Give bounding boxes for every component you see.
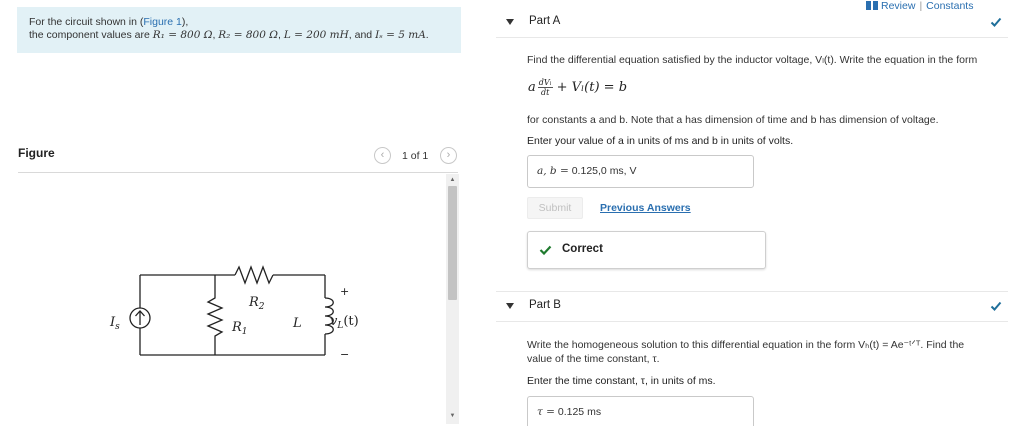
part-a-title: Part A — [529, 15, 561, 27]
minus-label: − — [340, 348, 350, 361]
submit-button[interactable]: Submit — [527, 197, 583, 219]
scroll-up-icon[interactable]: ▲ — [449, 177, 456, 183]
inductor-label: L — [293, 316, 302, 331]
problem-line-2: the component values are R₁ = 800 Ω, R₂ = 800 Ω, L = 200 mH, and Iₛ = 5 mA. — [29, 29, 429, 41]
answer-units: ms, V — [609, 165, 637, 177]
answer-prefix: a, b = — [537, 165, 569, 177]
part-b-instruction-2: value of the time constant, τ. — [527, 353, 660, 365]
part-b-enter-text: Enter the time constant, τ, in units of ms. — [527, 375, 716, 387]
figure-label: Figure — [18, 146, 55, 160]
review-link[interactable]: Review — [881, 0, 916, 12]
part-a-constants-note: for constants a and b. Note that a has dimension of time and b has dimension of voltage. — [527, 114, 939, 126]
eq-rest: + Vₗ(t) = b — [556, 80, 628, 95]
r2-value: R₂ = 800 Ω — [218, 29, 278, 41]
separator: | — [919, 0, 923, 12]
differential-equation — [528, 78, 627, 104]
problem-text: ), — [181, 16, 189, 28]
problem-text: For the circuit shown in ( — [29, 16, 144, 28]
figure-pager — [374, 146, 458, 166]
answer-prefix: τ = — [537, 406, 555, 418]
eq-denominator: dt — [541, 88, 550, 97]
r1-label: $R_1$ — [232, 320, 248, 337]
part-b-header[interactable] — [496, 298, 1008, 320]
scroll-thumb[interactable] — [448, 186, 457, 300]
r2-resistor — [235, 267, 273, 283]
eq-coefficient: a — [528, 80, 536, 95]
figure-scrollbar[interactable] — [446, 174, 459, 424]
r1-resistor — [208, 275, 222, 355]
source-label: $I_s$ — [110, 315, 120, 332]
part-a-enter-text: Enter your value of a in units of ms and b in units of volts. — [527, 135, 794, 147]
part-b-answer-field[interactable] — [527, 396, 754, 426]
chevron-left-icon[interactable]: ‹ — [374, 147, 391, 164]
circuit-diagram — [100, 250, 380, 380]
vl-label: $v_L(t)$ — [330, 314, 359, 331]
check-icon — [990, 16, 1002, 28]
part-a-answer-field[interactable] — [527, 155, 754, 188]
problem-text: and — [354, 29, 373, 41]
derivative-fraction — [538, 78, 553, 97]
part-b-divider-top — [496, 291, 1008, 292]
part-a-instruction: Find the differential equation satisfied by the inductor voltage, Vₗ(t). Write the equation in the form — [527, 54, 978, 66]
answer-value: 0.125,0 — [571, 165, 607, 177]
feedback-label: Correct — [562, 243, 603, 255]
check-icon — [539, 244, 552, 256]
constants-link[interactable]: Constants — [926, 0, 974, 12]
part-b-instruction-1: Write the homogeneous solution to this differential equation in the form Vₕ(t) = Ae⁻ᵗᐟᵀ. Find the — [527, 339, 965, 351]
previous-answers-link[interactable]: Previous Answers — [600, 202, 691, 214]
book-icon — [866, 1, 878, 10]
plus-label: + — [340, 285, 350, 298]
answer-value: 0.125 — [557, 406, 585, 418]
source-value: Iₛ = 5 mA — [375, 29, 426, 41]
part-a-header[interactable] — [496, 14, 1008, 36]
part-b-title: Part B — [529, 299, 561, 311]
pager-text: 1 of 1 — [402, 150, 429, 162]
caret-down-icon[interactable] — [506, 303, 514, 309]
scroll-down-icon[interactable]: ▼ — [449, 413, 456, 419]
part-a-divider — [496, 37, 1008, 38]
inductor-value: L = 200 mH — [283, 29, 349, 41]
check-icon — [990, 300, 1002, 312]
answer-units: ms — [587, 406, 602, 418]
eq-numerator: dVₗ — [538, 78, 552, 87]
caret-down-icon[interactable] — [506, 19, 514, 25]
top-links — [866, 0, 973, 14]
part-b-divider — [496, 321, 1008, 322]
figure-link[interactable]: Figure 1 — [143, 16, 182, 28]
correct-feedback — [527, 231, 766, 269]
figure-divider — [18, 172, 458, 173]
problem-statement — [17, 7, 461, 53]
r2-label: $R_2$ — [249, 295, 265, 312]
r1-value: R₁ = 800 Ω — [152, 29, 213, 41]
problem-line-1 — [29, 16, 449, 29]
chevron-right-icon[interactable]: › — [440, 147, 457, 164]
problem-text: the component values are — [29, 29, 150, 41]
